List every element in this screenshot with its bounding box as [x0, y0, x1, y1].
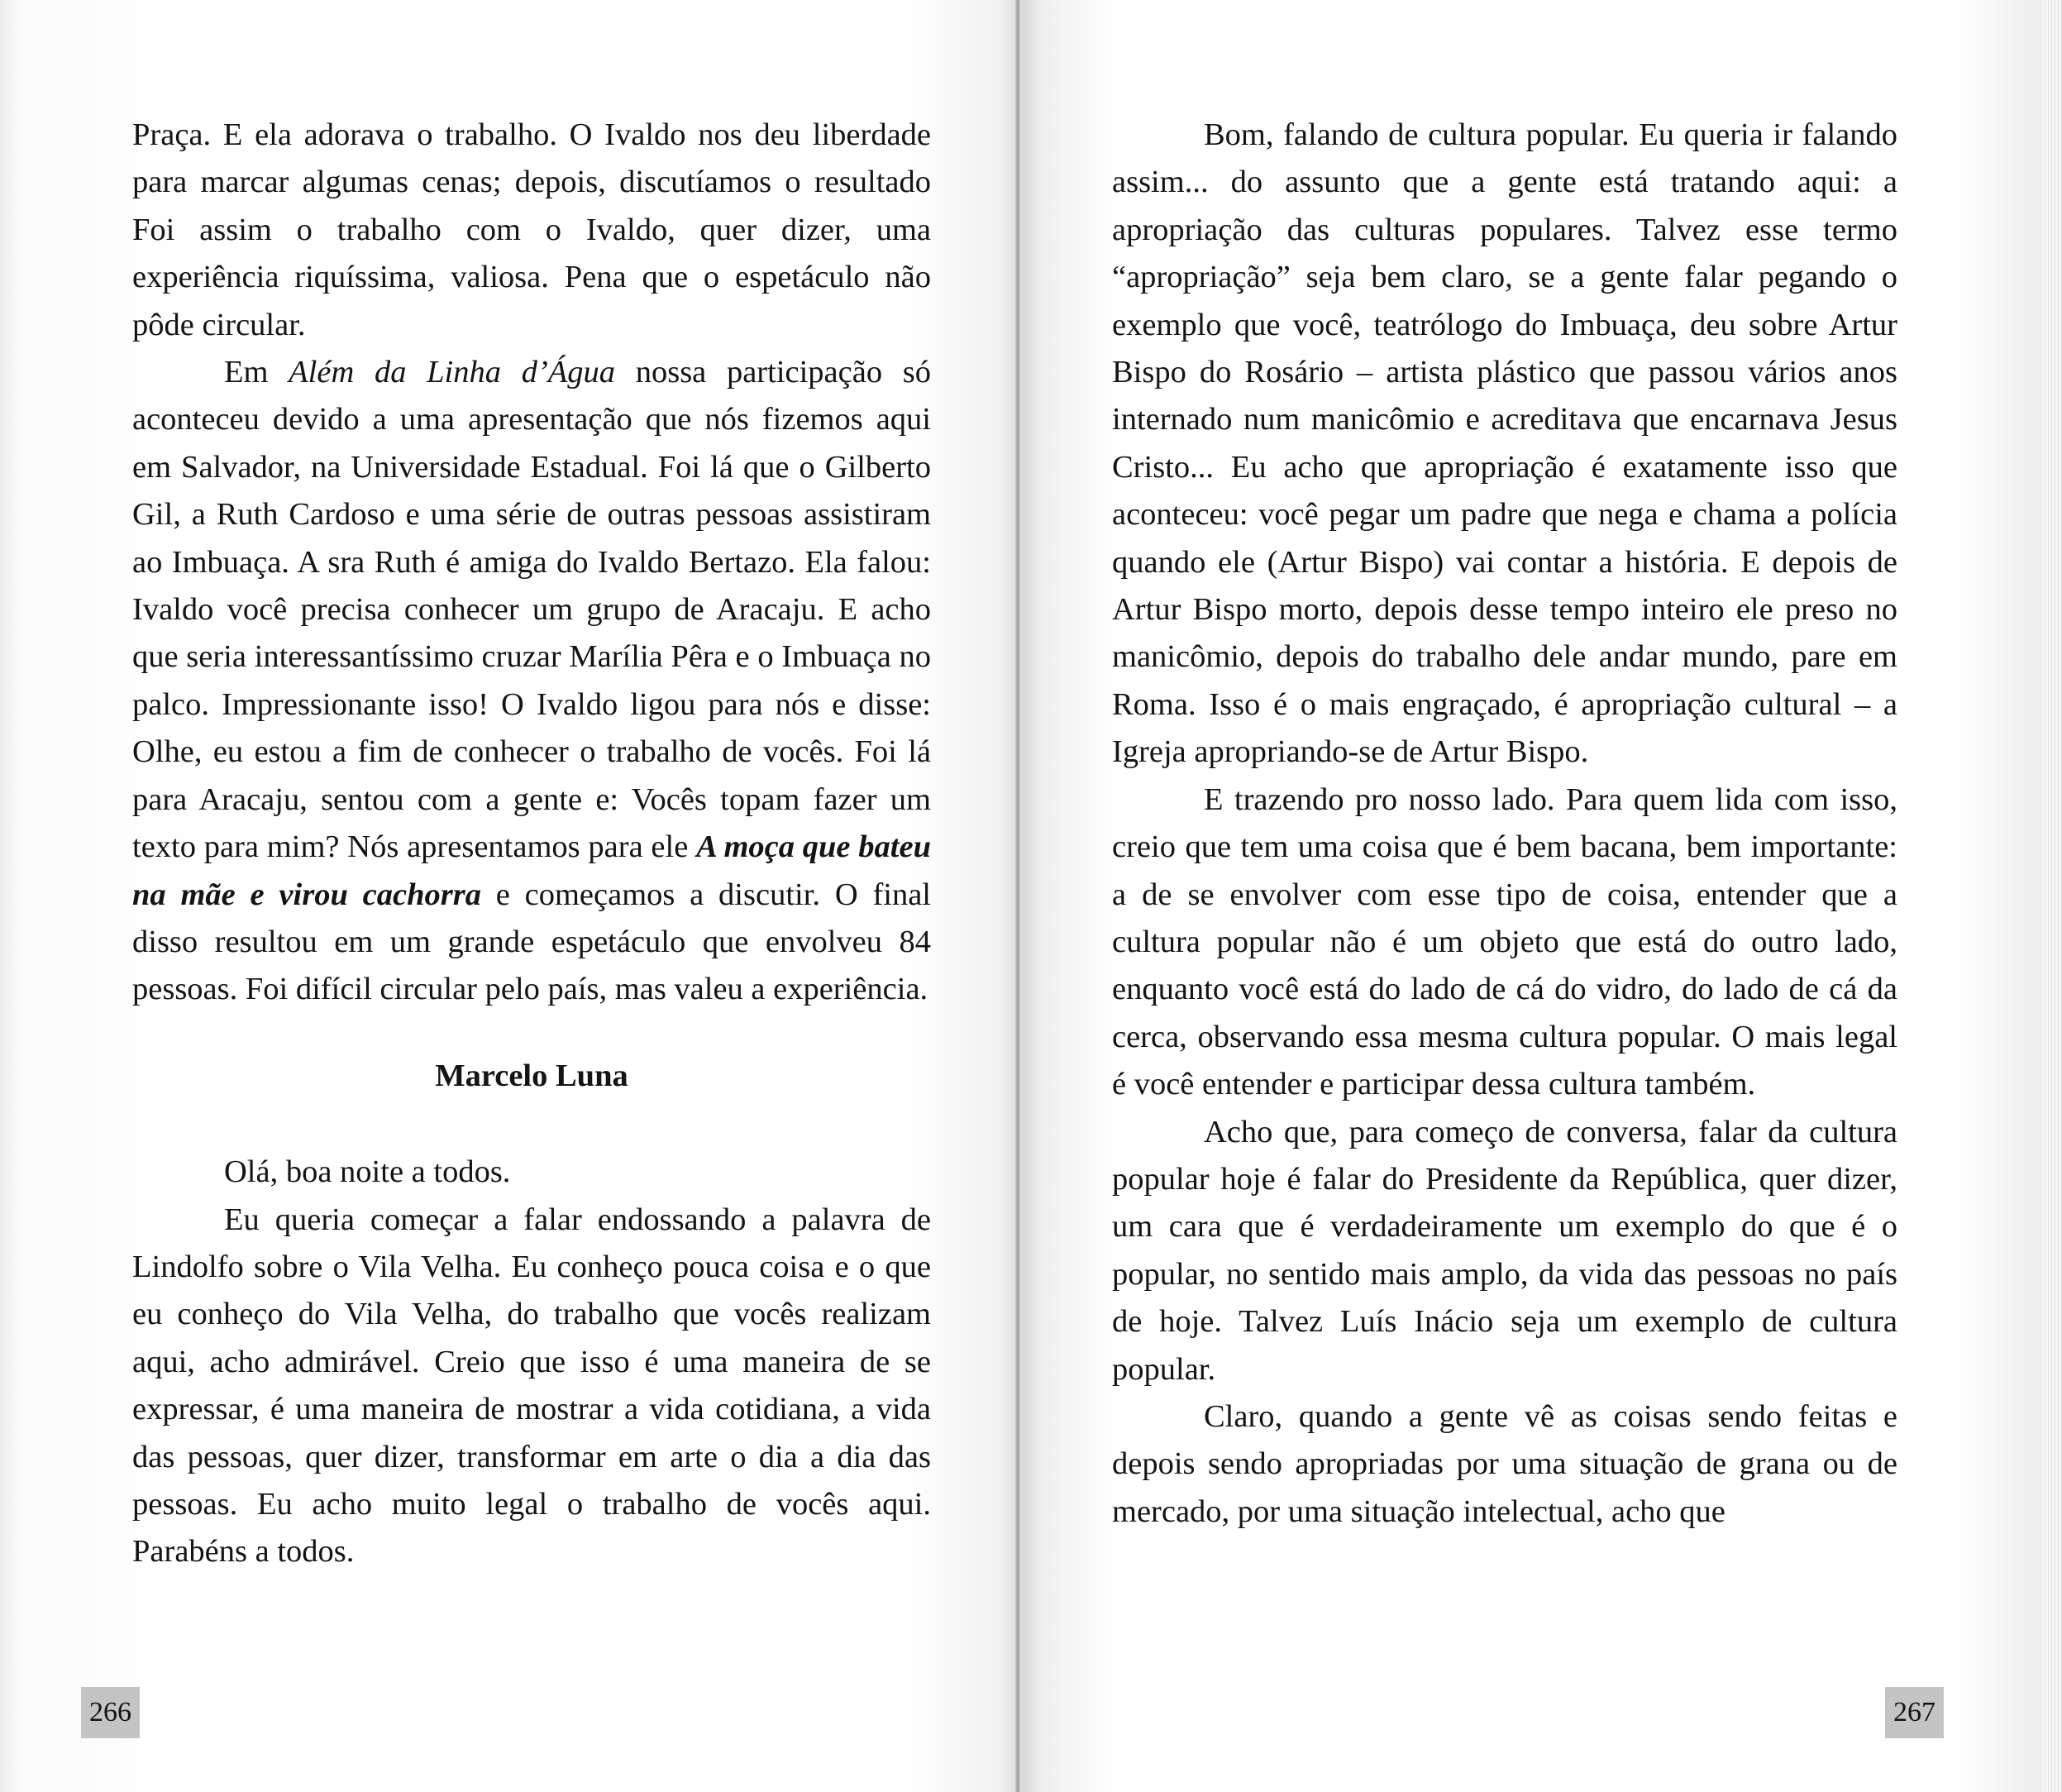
page-number: 267 — [1885, 1687, 1944, 1738]
text-run: Em — [224, 355, 289, 390]
paragraph: Claro, quando a gente vê as coisas sendo feitas e depois sendo apropriadas por uma situação de grana ou de mercado, por uma situação intelectual, acho que — [1112, 1398, 1897, 1529]
paragraph: E trazendo pro nosso lado. Para quem lida com isso, creio que tem uma coisa que é bem bacana, bem importante: a de se envolver com esse tipo de coisa, entender que a cultura popular não é um objeto que está do outro lado, enquanto você está do lado de cá do vidro, do lado de cá da cerca, observando essa mesma cultura popular. O mais legal é você entender e participar dessa cultura também. — [1112, 781, 1897, 1102]
paragraph: Olá, boa noite a todos. — [224, 1154, 511, 1190]
page-number: 266 — [81, 1687, 140, 1738]
paragraph: Bom, falando de cultura popular. Eu queria ir falando assim... do assunto que a gente está tratando aqui: a apropriação das culturas populares. Talvez esse termo “apropriação” seja bem claro, se a gente falar pegando o exemplo que você, teatrólogo do Imbuaça, deu sobre Artur Bispo do Rosário – artista plástico que passou vários anos internado num manicômio e acreditava que encarnava Jesus Cristo... Eu acho que apropriação é exatamente isso que aconteceu: você pegar um padre que nega e chama a polícia quando ele (Artur Bispo) vai contar a história. E depois de Artur Bispo morto, depois desse tempo inteiro ele preso no manicômio, depois do trabalho dele andar mundo, pare em Roma. Isso é o mais engraçado, é apropriação cultural – a Igreja apropriando-se de Artur Bispo. — [1112, 117, 1897, 770]
speaker-heading: Marcelo Luna — [435, 1058, 628, 1093]
right-page — [1112, 112, 1897, 1536]
text-run: nossa participação só aconteceu devido a uma apresentação que nós fizemos aqui em Salvador, na Universidade Estadual. Foi lá que o Gilberto Gil, a Ruth Cardoso e uma série de outras pessoas assistiram ao Imbuaça. A sra Ruth é amiga do Ivaldo Bertazo. Ela falou: Ivaldo você precisa conhecer um grupo de Aracaju. E acho que seria interessantíssimo cruzar Marília Pêra e o Imbuaça no palco. Impressionante isso! O Ivaldo ligou para nós e disse: Olhe, eu estou a fim de conhecer o trabalho de vocês. Foi lá para Aracaju, sentou com a gente e: Vocês topam fazer um texto para mim? Nós apresentamos para ele — [132, 355, 931, 865]
left-page — [132, 112, 931, 1576]
work-title: A moça que bateu na mãe e virou cachorra — [132, 829, 932, 912]
page-edges — [2042, 0, 2062, 1792]
book-gutter — [1015, 0, 1020, 1792]
paragraph: Praça. E ela adorava o trabalho. O Ivaldo nos deu liberdade para marcar algumas cenas; depois, discutíamos o resultado Foi assim o trabalho com o Ivaldo, quer dizer, uma experiência riquíssima, valiosa. Pena que o espetáculo não pôde circular. — [132, 117, 931, 342]
paragraph: Acho que, para começo de conversa, falar da cultura popular hoje é falar do Presidente da República, quer dizer, um cara que é verdadeiramente um exemplo do que é o popular, no sentido mais amplo, da vida das pessoas no país de hoje. Talvez Luís Inácio seja um exemplo de cultura popular. — [1112, 1114, 1897, 1387]
paragraph: Eu queria começar a falar endossando a palavra de Lindolfo sobre o Vila Velha. Eu conheço pouca coisa e o que eu conheço do Vila Velha, do trabalho que vocês realizam aqui, acho admirável. Creio que isso é uma maneira de se expressar, é uma maneira de mostrar a vida cotidiana, a vida das pessoas, quer dizer, transformar em arte o dia a dia das pessoas. Eu acho muito legal o trabalho de vocês aqui. Parabéns a todos. — [132, 1202, 931, 1570]
text-run: e começamos a discutir. O final disso resultou em um grande espetáculo que envolveu 84 pessoas. Foi difícil circular pelo país, mas valeu a experiência. — [132, 877, 931, 1007]
paragraph — [132, 349, 931, 1014]
work-title: Além da Linha d’Água — [289, 355, 616, 390]
